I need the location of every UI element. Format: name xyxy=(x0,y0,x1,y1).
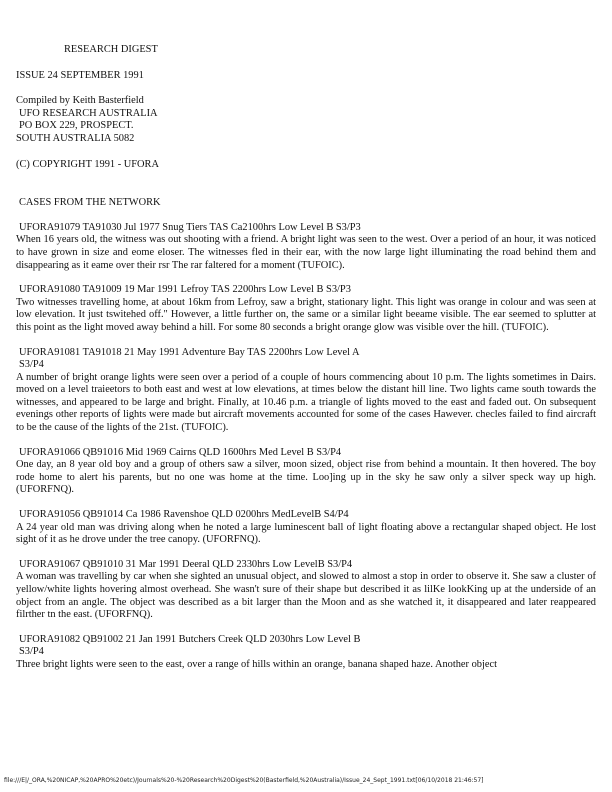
case-heading: UFORA91081 TA91018 21 May 1991 Adventure Bay TAS 2200hrs Low Level A xyxy=(19,346,360,358)
spacer xyxy=(16,146,596,159)
spacer xyxy=(16,171,596,197)
org-name: UFO RESEARCH AUSTRALIA xyxy=(19,107,158,119)
spacer xyxy=(16,57,596,70)
case-heading: UFORA91067 QB91010 31 Mar 1991 Deeral QLD 2330hrs Low LevelB S3/P4 xyxy=(19,558,353,570)
case-heading: UFORA91080 TA91009 19 Mar 1991 Lefroy TAS 2200hrs Low Level B S3/P3 xyxy=(19,284,351,296)
section-title: CASES FROM THE NETWORK xyxy=(19,197,161,209)
case-body: A woman was travelling by car when she sighted an unusual object, and slowed to almost a stop in order to observe it. She saw a cluster of yellow/white lights hovering almost overhead. She wasn't sure of their shape but described it as lilKe lookKing up at the underside of an object from an angle. The object was described as a bit larger than the Moon and as she watched it, it disappeared and later reappeared filrther tn the east. (UFORFNQ). xyxy=(16,571,596,621)
case-entry xyxy=(16,284,596,334)
case-body: When 16 years old, the witness was out shooting with a friend. A bright light was seen to the west. Over a period of an hour, it was noticed to have grown in size and eome eloser. The witnesses fled in their ear, with the now large light illuminating the road behind them and disappearing as it eame over their rsr The rar faltered for a moment (TUFOIC). xyxy=(16,234,596,271)
file-path-footer: file:///E|/_ORA,%20NICAP,%20APRO%20etc)/Journals%20-%20Research%20Digest%20(Basterfield,%20Australia)/Issue_24_Sept_1991.txt[06/10/2018 21:46:57] xyxy=(4,777,484,784)
case-body: A number of bright orange lights were seen over a period of a couple of hours commencing about 10 p.m. The lights sometimes in Dairs. moved on a level traieetors to both east and west at low elevations, at times below the distant hill line. Two lights came south towards the witnesses, and appeared to be large and bright. Finally, at 10.46 p.m. a triangle of lights moved to the east and faded out. On subsequent evenings other reports of lights were made but aircraft movements accounted for some of the cases Hawever. checles failed to find aircraft to be the cause of the lights of the 21st. (TUFOIC). xyxy=(16,371,596,434)
spacer xyxy=(16,210,596,222)
state-line: SOUTH AUSTRALIA 5082 xyxy=(16,132,135,144)
case-heading: UFORA91066 QB91016 Mid 1969 Cairns QLD 1600hrs Med Level B S3/P4 xyxy=(19,446,342,458)
case-entry xyxy=(16,347,596,435)
case-entry xyxy=(16,447,596,497)
case-entry xyxy=(16,559,596,622)
spacer xyxy=(16,82,596,95)
case-entry xyxy=(16,509,596,547)
issue-line: ISSUE 24 SEPTEMBER 1991 xyxy=(16,69,144,81)
case-heading-continued: S3/P4 xyxy=(19,646,44,658)
case-heading: UFORA91082 QB91002 21 Jan 1991 Butchers Creek QLD 2030hrs Low Level B xyxy=(19,633,361,645)
compiled-by: Compiled by Keith Basterfield xyxy=(16,95,144,107)
document-page xyxy=(16,44,596,684)
case-heading: UFORA91056 QB91014 Ca 1986 Ravenshoe QLD 0200hrs MedLevelB S4/P4 xyxy=(19,509,349,521)
case-body: Two witnesses travelling home, at about 16km from Lefroy, saw a bright, stationary light. This light was orange in colour and was seen at low elevation. It just tswitehed off." However, a little further on, the same or a similar light beeame visible. The ear seemed to splutter at this point as the light moved away behind a hill. For some 80 seconds a bright orange glow was visible over the hill. (TUFOIC). xyxy=(16,296,596,333)
case-heading: UFORA91079 TA91030 Jul 1977 Snug Tiers TAS Ca2100hrs Low Level B S3/P3 xyxy=(19,221,361,233)
document-title: RESEARCH DIGEST xyxy=(64,44,158,55)
case-body: A 24 year old man was driving along when he noted a large luminescent ball of light floating above a rectangular shaped object. He lost sight of it as he drove under the tree canopy. (UFORFNQ). xyxy=(16,521,596,546)
po-box: PO BOX 229, PROSPECT. xyxy=(19,120,134,132)
case-body: Three bright lights were seen to the east, over a range of hills within an orange, banana shaped haze. Another object xyxy=(16,658,497,670)
copyright-line: (C) COPYRIGHT 1991 - UFORA xyxy=(16,158,159,170)
case-body: One day, an 8 year old boy and a group of others saw a silver, moon sized, object rise from behind a mountain. It then hovered. The boy rode home to alert his parents, but no one was home at the time. Loo]ing up in the sky he saw only a silver speck way up high. (UFORFNQ). xyxy=(16,459,596,496)
case-heading-continued: S3/P4 xyxy=(19,359,44,371)
case-entry xyxy=(16,222,596,272)
case-entry xyxy=(16,634,596,672)
